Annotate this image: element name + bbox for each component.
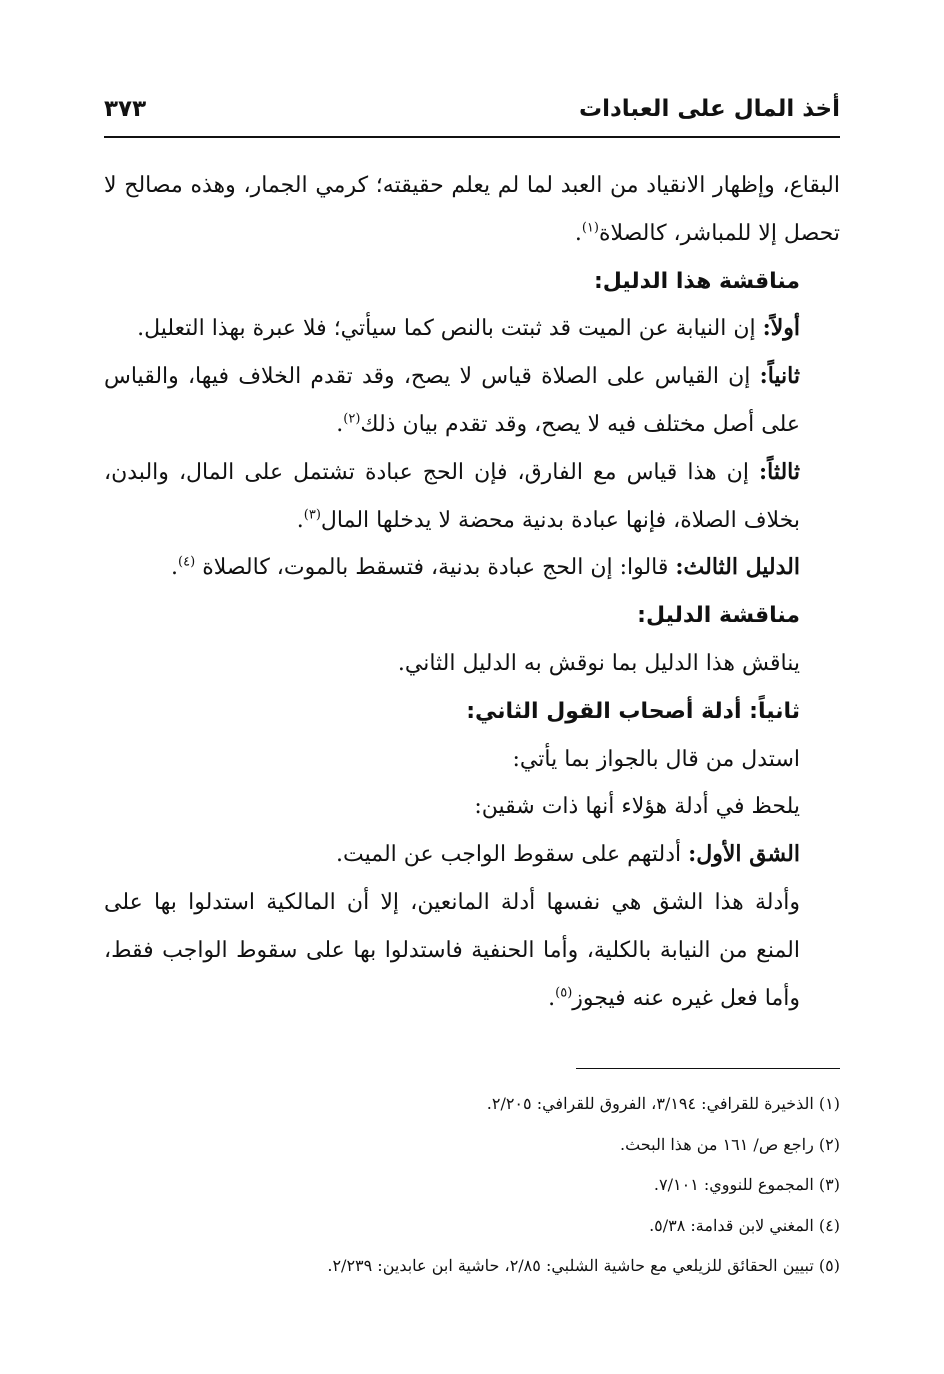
point-label: ثالثاً: bbox=[759, 458, 800, 485]
paragraph: الدليل الثالث: قالوا: إن الحج عبادة بدنية، فتسقط بالموت، كالصلاة $^{(٤)}$. bbox=[171, 554, 800, 581]
paragraph: يناقش هذا الدليل بما نوقش به الدليل الثاني. bbox=[397, 650, 800, 676]
paragraph: استدل من قال بالجواز بما يأتي: bbox=[512, 746, 800, 772]
footnote: (٥) تبيين الحقائق للزيلعي مع حاشية الشلبي: ٢/٨٥، حاشية ابن عابدين: ٢/٢٣٩. bbox=[327, 1256, 840, 1275]
point-label: ثانياً: bbox=[759, 363, 800, 390]
footnote-ref: (٣) bbox=[303, 507, 321, 523]
footnote-divider bbox=[576, 1068, 840, 1069]
footnote: (٢) راجع ص/ ١٦١ من هذا البحث. bbox=[620, 1134, 840, 1154]
paragraph: وأدلة هذا الشق هي نفسها أدلة المانعين، إلا أن المالكية استدلوا بها على المنع من النيابة بالكلية، وأما الحنفية فاستدلوا بها على سقوط الواجب فقط، وأما فعل غيره عنه فيجوز$^{(٥)}$. bbox=[104, 889, 800, 1011]
section-heading: مناقشة الدليل: bbox=[637, 603, 800, 629]
running-title: أخذ المال على العبادات bbox=[579, 96, 840, 122]
point-label: أولاً: bbox=[762, 315, 800, 342]
paragraph: البقاع، وإظهار الانقياد من العبد لما لم يعلم حقيقته؛ كرمي الجمار، وهذه مصالح لا تحصل إلا للمباشر، كالصلاة$^{(١)}$. bbox=[104, 173, 840, 246]
footnote: (١) الذخيرة للقرافي: ٣/١٩٤، الفروق للقرافي: ٢/٢٠٥. bbox=[486, 1094, 840, 1113]
section-heading: ثانياً: أدلة أصحاب القول الثاني: bbox=[466, 698, 800, 724]
point-label: الدليل الثالث: bbox=[675, 554, 800, 581]
paragraph: ثانياً: إن القياس على الصلاة قياس لا يصح، وقد تقدم الخلاف فيها، والقياس على أصل مختلف فيه لا يصح، وقد تقدم بيان ذلك$^{(٢)}$. bbox=[104, 363, 800, 437]
paragraph: ثالثاً: إن هذا قياس مع الفارق، فإن الحج عبادة تشتمل على المال، والبدن، بخلاف الصلاة، فإنها عبادة بدنية محضة لا يدخلها المال$^{(٣)}$. bbox=[104, 458, 800, 533]
footnote: (٤) المغني لابن قدامة: ٥/٣٨. bbox=[649, 1215, 840, 1235]
point-label: الشق الأول: bbox=[688, 841, 800, 868]
footnotes bbox=[104, 1084, 840, 1287]
footnote-ref: (٤) bbox=[178, 555, 196, 571]
running-header bbox=[104, 92, 840, 132]
footnote: (٣) المجموع للنووي: ٧/١٠١. bbox=[653, 1175, 840, 1194]
paragraph: الشق الأول: أدلتهم على سقوط الواجب عن الميت. bbox=[335, 841, 800, 868]
main-text bbox=[104, 162, 840, 1022]
paragraph: أولاً: إن النيابة عن الميت قد ثبتت بالنص كما سيأتي؛ فلا عبرة بهذا التعليل. bbox=[137, 315, 800, 342]
paragraph: يلحظ في أدلة هؤلاء أنها ذات شقين: bbox=[474, 794, 800, 820]
page-number: ٣٧٣ bbox=[104, 96, 147, 122]
section-heading: مناقشة هذا الدليل: bbox=[593, 268, 800, 294]
footnote-ref: (١) bbox=[581, 220, 599, 236]
header-divider bbox=[104, 136, 840, 138]
footnote-ref: (٢) bbox=[343, 411, 361, 427]
footnote-ref: (٥) bbox=[555, 985, 573, 1001]
